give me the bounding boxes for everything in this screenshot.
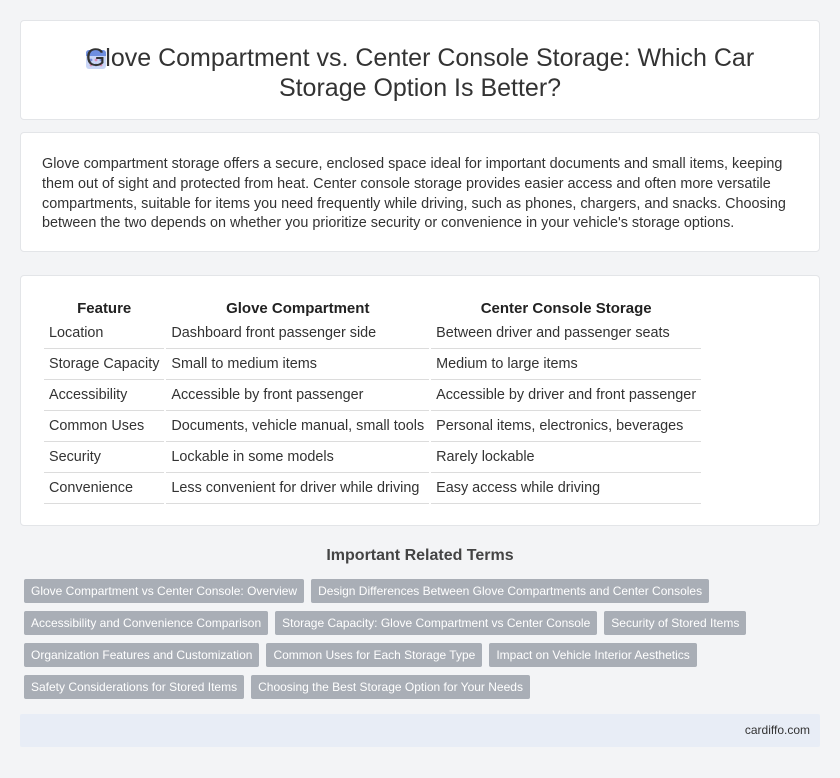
table-cell: Storage Capacity xyxy=(44,349,164,380)
column-header-feature: Feature xyxy=(77,299,132,317)
column-header-center-console: Center Console Storage xyxy=(480,299,652,317)
table-cell: Accessible by driver and front passenger xyxy=(431,380,701,411)
table-cell: Small to medium items xyxy=(166,349,429,380)
related-term-link[interactable]: Design Differences Between Glove Compartments and Center Consoles xyxy=(311,579,709,603)
page-title: Glove Compartment vs. Center Console Storage: Which Car Storage Option Is Better? xyxy=(85,44,755,102)
title-card xyxy=(20,20,820,120)
table-row xyxy=(44,473,701,504)
table-row xyxy=(44,349,701,380)
table-cell: Location xyxy=(44,318,164,349)
comparison-table xyxy=(42,296,703,504)
table-cell: Personal items, electronics, beverages xyxy=(431,411,701,442)
related-term-link[interactable]: Accessibility and Convenience Comparison xyxy=(24,611,268,635)
table-cell: Less convenient for driver while driving xyxy=(166,473,429,504)
related-term-link[interactable]: Choosing the Best Storage Option for Your Needs xyxy=(251,675,530,699)
table-cell: Convenience xyxy=(44,473,164,504)
related-term-link[interactable]: Glove Compartment vs Center Console: Overview xyxy=(24,579,304,603)
table-cell: Rarely lockable xyxy=(431,442,701,473)
table-cell: Easy access while driving xyxy=(431,473,701,504)
table-cell: Security xyxy=(44,442,164,473)
table-row xyxy=(44,318,701,349)
related-term-link[interactable]: Safety Considerations for Stored Items xyxy=(24,675,244,699)
related-terms-list xyxy=(24,579,804,707)
comparison-table-card xyxy=(20,275,820,526)
related-terms-heading: Important Related Terms xyxy=(326,547,514,564)
intro-card xyxy=(20,132,820,252)
related-term-link[interactable]: Organization Features and Customization xyxy=(24,643,259,667)
tag-row xyxy=(24,611,804,635)
table-cell: Lockable in some models xyxy=(166,442,429,473)
tag-row xyxy=(24,579,804,603)
related-term-link[interactable]: Security of Stored Items xyxy=(604,611,746,635)
table-cell: Between driver and passenger seats xyxy=(431,318,701,349)
table-row xyxy=(44,411,701,442)
column-header-glove-compartment: Glove Compartment xyxy=(226,299,370,317)
table-header-row xyxy=(44,296,701,318)
table-cell: Accessible by front passenger xyxy=(166,380,429,411)
footer-site-link[interactable]: cardiffo.com xyxy=(744,723,810,737)
tag-row xyxy=(24,675,804,699)
table-row xyxy=(44,380,701,411)
table-cell: Common Uses xyxy=(44,411,164,442)
tag-row xyxy=(24,643,804,667)
table-cell: Medium to large items xyxy=(431,349,701,380)
related-term-link[interactable]: Storage Capacity: Glove Compartment vs Center Console xyxy=(275,611,597,635)
related-term-link[interactable]: Common Uses for Each Storage Type xyxy=(266,643,482,667)
related-term-link[interactable]: Impact on Vehicle Interior Aesthetics xyxy=(489,643,696,667)
footer-bar xyxy=(20,714,820,747)
table-row xyxy=(44,442,701,473)
table-cell: Dashboard front passenger side xyxy=(166,318,429,349)
intro-paragraph: Glove compartment storage offers a secure, enclosed space ideal for important documents and small items, keeping them out of sight and protected from heat. Center console storage provides easier access and often more versatile compartments, suitable for items you need frequently while driving, such as phones, chargers, and snacks. Choosing between the two depends on whether you prioritize security or convenience in your vehicle's storage options. xyxy=(42,156,786,232)
table-cell: Documents, vehicle manual, small tools xyxy=(166,411,429,442)
table-cell: Accessibility xyxy=(44,380,164,411)
